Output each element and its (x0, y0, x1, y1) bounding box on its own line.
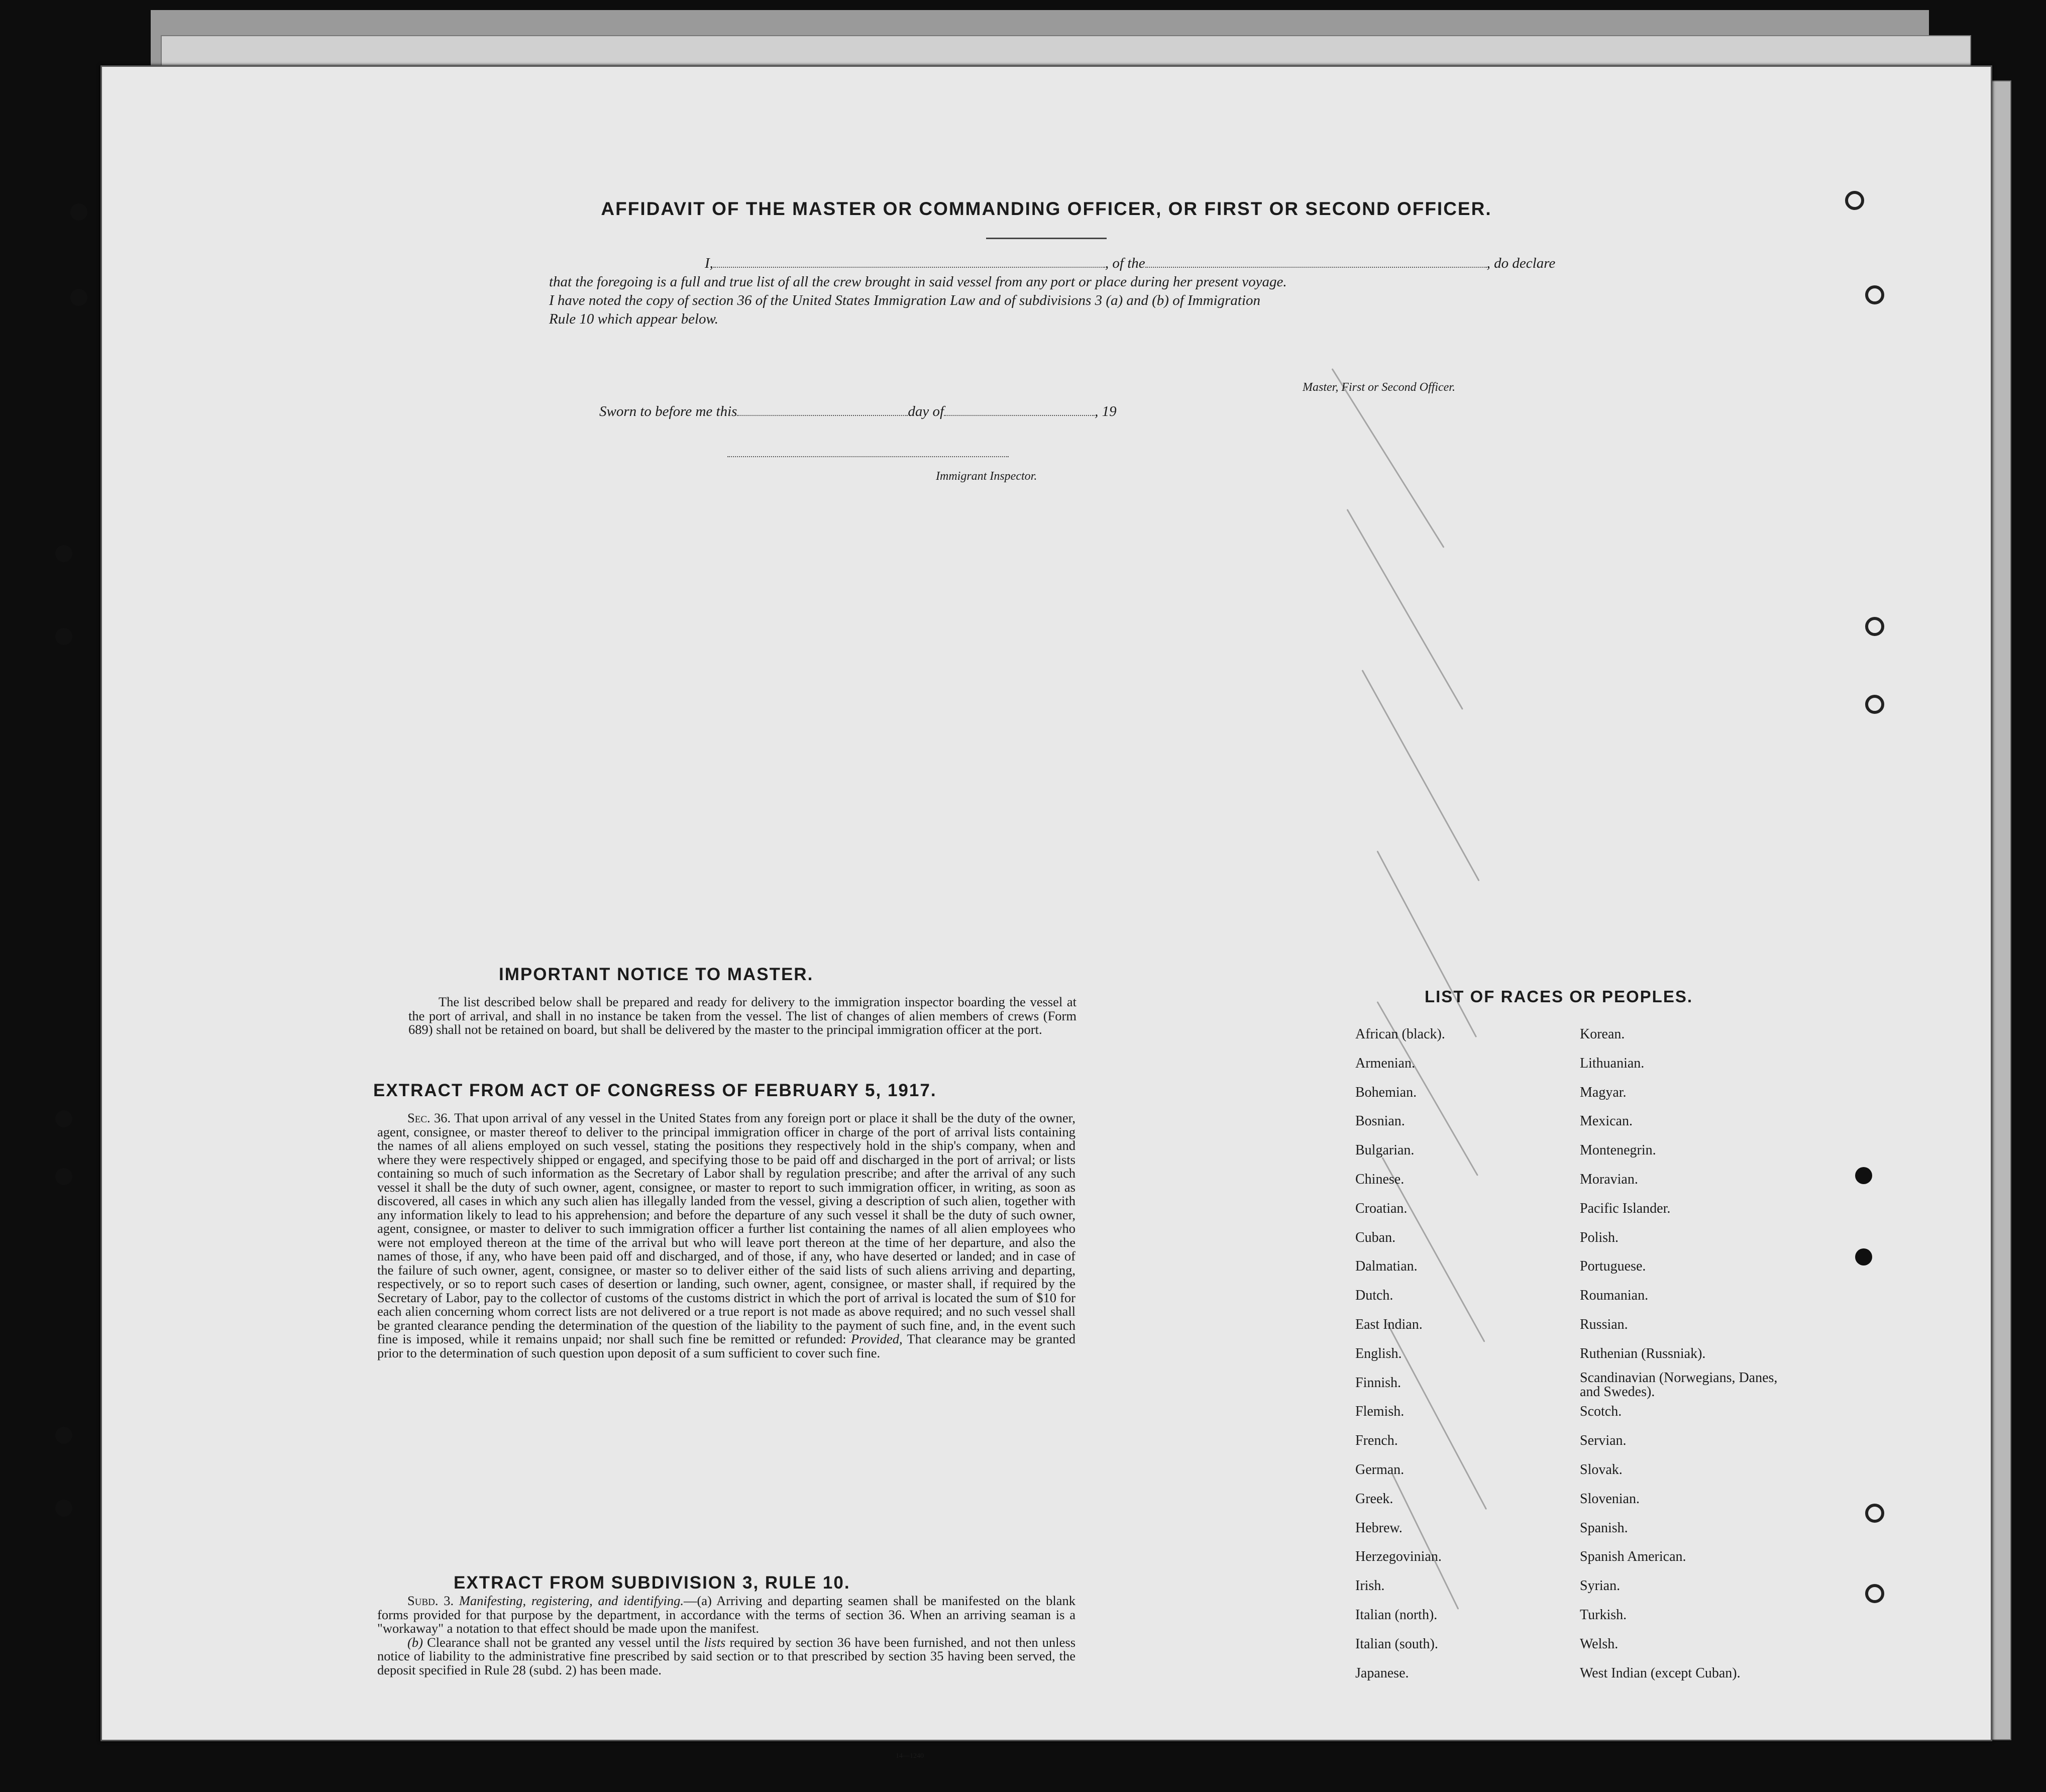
race-item: Portuguese. (1580, 1258, 1646, 1275)
subd-label: Subd. 3. (407, 1593, 454, 1608)
race-item: Scotch. (1580, 1404, 1622, 1420)
race-item: Turkish. (1580, 1607, 1627, 1623)
subdivision-text (377, 1594, 1075, 1677)
pen-stroke (1331, 368, 1444, 548)
manifest-page (100, 65, 1992, 1760)
provided-word: Provided, (850, 1331, 903, 1346)
punch-hole-icon (1865, 285, 1884, 304)
subd-b-part2: required by section 36 have been furnished, and not then unless notice of liability to the administrative fine prescribed by said section or to that prescribed by section 35 having been served, the deposit specified in Rule 28 (subd. 2) has been made. (377, 1634, 1076, 1677)
signature-caption: Master, First or Second Officer. (1303, 381, 1455, 394)
punch-hole-icon (1865, 1504, 1884, 1523)
affidavit-title: AFFIDAVIT OF THE MASTER OR COMMANDING OFFICER, OR FIRST OR SECOND OFFICER. (601, 198, 1492, 219)
section-body: That upon arrival of any vessel in the United States from any foreign port or place it shall be the duty of the owner, agent, consignee, or master thereof to deliver to the principal immigration officer in charge of the port of arrival lists containing the names of all aliens employed on such vessel, stating the positions they respectively hold in the ship's company, when and where they were respectively shipped or engaged, and specifying those to be paid off and discharged in the port of arrival; or lists containing so much of such information as the Secretary of Labor shall by regulation prescribe; and after the arrival of any such vessel it shall be the duty of such owner, agent, consignee, or master to report to such immigration officer, in writing, as soon as discovered, all cases in which any such alien has illegally landed from the vessel, giving a description of such alien, together with any information likely to lead to his apprehension; and before the departure of any such vessel it shall be the duty of such owner, agent, consignee, or master to deliver to such immigration officer a further list containing the names of all alien employees who were not employed thereon at the time of the arrival but who will leave port thereon at the time of her departure, and also the names of those, if any, who have been paid off and discharged, and of those, if any, who have deserted or landed; and in case of the failure of such owner, agent, consignee, or master so to deliver either of the said lists of such aliens arriving and departing, respectively, or so to report such cases of desertion or landing, such owner, agent, consignee, or master shall, if required by the Secretary of Labor, pay to the collector of customs of the customs district in which the port of arrival is located the sum of $10 for each alien concerning whom correct lists are not delivered or a true report is not made as above required; and no such vessel shall be granted clearance pending the determination of the question of the liability to the payment of such fine, and, in the event such fine is imposed, while it remains unpaid; nor shall such fine be remitted or refunded: (377, 1110, 1075, 1346)
subd-heading: Manifesting, registering, and identifying. (459, 1593, 684, 1608)
race-item: Ruthenian (Russniak). (1580, 1345, 1706, 1361)
binder-hole-icon (55, 1168, 72, 1185)
affidavit-text-line: I have noted the copy of section 36 of the United States Immigration Law and of subdivisions 3 (a) and (b) of Immigration (549, 292, 1261, 308)
race-item: Welsh. (1580, 1636, 1619, 1652)
race-item: French. (1355, 1433, 1398, 1449)
race-item: Pacific Islander. (1580, 1200, 1671, 1216)
race-item: West Indian (except Cuban). (1580, 1665, 1741, 1681)
race-item: Hebrew. (1355, 1520, 1403, 1536)
race-item: Irish. (1355, 1578, 1385, 1594)
pen-stroke (1361, 670, 1479, 881)
affidavit-do-declare: , do declare (1486, 255, 1556, 271)
vessel-blank[interactable] (1145, 264, 1487, 268)
race-item: Dalmatian. (1355, 1258, 1418, 1275)
sworn-day-of: day of (908, 403, 944, 419)
race-item: Scandinavian (Norwegians, Danes, and Swedes). (1580, 1369, 1778, 1400)
races-title: LIST OF RACES OR PEOPLES. (1424, 987, 1693, 1006)
race-item: Finnish. (1355, 1375, 1402, 1391)
race-item: Bosnian. (1355, 1113, 1405, 1129)
section-36-text (377, 1111, 1075, 1360)
binder-hole-icon (55, 1427, 72, 1444)
races-left-column (1355, 1026, 1445, 1694)
race-item: Mexican. (1580, 1113, 1633, 1129)
day-blank[interactable] (737, 412, 908, 416)
race-item: Japanese. (1355, 1665, 1409, 1681)
race-item: Armenian. (1355, 1055, 1415, 1071)
binder-hole-icon (55, 1110, 72, 1127)
rule-title: EXTRACT FROM SUBDIVISION 3, RULE 10. (454, 1573, 850, 1593)
subd-b-lists: lists (704, 1634, 726, 1650)
inspector-caption: Immigrant Inspector. (936, 470, 1037, 483)
subd-b-part1: Clearance shall not be granted any vessel until the (427, 1634, 700, 1650)
race-item: Bulgarian. (1355, 1142, 1415, 1158)
section-label: Sec. 36. (407, 1110, 451, 1125)
race-item: Lithuanian. (1580, 1055, 1645, 1071)
race-item: African (black). (1355, 1026, 1445, 1042)
name-blank[interactable] (713, 264, 1105, 268)
subd-b-label: (b) (407, 1634, 423, 1650)
binder-hole-icon (55, 545, 72, 562)
punch-hole-icon (1855, 1248, 1872, 1266)
race-item: Servian. (1580, 1433, 1627, 1449)
binder-hole-icon (70, 203, 87, 221)
race-item: English. (1355, 1345, 1402, 1361)
race-item: Roumanian. (1580, 1288, 1649, 1304)
binder-hole-icon (55, 628, 72, 645)
race-item: Montenegrin. (1580, 1142, 1656, 1158)
races-right-column (1580, 1026, 1791, 1694)
race-item: Spanish American. (1580, 1549, 1686, 1565)
punch-hole-icon (1865, 1584, 1884, 1603)
binder-hole-icon (70, 289, 87, 306)
race-item: Italian (north). (1355, 1607, 1438, 1623)
notice-title: IMPORTANT NOTICE TO MASTER. (499, 965, 814, 984)
punch-hole-icon (1865, 617, 1884, 636)
notice-body: The list described below shall be prepared and ready for delivery to the immigration inspector boarding the vessel at the port of arrival, and shall in no instance be taken from the vessel. The list of changes of alien members of crews (Form 689) shall not be retained on board, but shall be delivered by the master to the principal immigration officer at the port. (408, 994, 1076, 1037)
binder-hole-icon (55, 1500, 72, 1517)
race-item: Moravian. (1580, 1171, 1638, 1187)
race-item: Magyar. (1580, 1084, 1627, 1100)
sworn-year: , 19 (1095, 403, 1117, 419)
race-item: Spanish. (1580, 1520, 1628, 1536)
race-item: Slovenian. (1580, 1491, 1640, 1507)
sworn-prefix: Sworn to before me this (599, 403, 737, 419)
affidavit-i: I, (705, 255, 713, 271)
race-item: Dutch. (1355, 1288, 1393, 1304)
pen-stroke (1376, 851, 1477, 1037)
title-underline (986, 238, 1107, 239)
section-body-end: That clearance may be granted prior to the determination of such question upon deposit of a sum sufficient to cover such fine. (377, 1331, 1076, 1360)
race-item: Flemish. (1355, 1404, 1405, 1420)
notice-text (408, 995, 1076, 1037)
race-item: Italian (south). (1355, 1636, 1438, 1652)
race-item: Chinese. (1355, 1171, 1405, 1187)
form-number: 14—1240 (896, 1752, 924, 1760)
sworn-line (599, 403, 1117, 420)
race-item: East Indian. (1355, 1316, 1423, 1332)
punch-hole-icon (1855, 1167, 1872, 1184)
affidavit-text-line: Rule 10 which appear below. (549, 311, 718, 327)
punch-hole-icon (1865, 695, 1884, 714)
race-item: Croatian. (1355, 1200, 1408, 1216)
inspector-signature-blank[interactable] (727, 456, 1009, 457)
act-title: EXTRACT FROM ACT OF CONGRESS OF FEBRUARY 5, 1917. (373, 1081, 937, 1100)
affidavit-declaration-line (549, 255, 1654, 272)
race-item: Herzegovinian. (1355, 1549, 1442, 1565)
race-item: Korean. (1580, 1026, 1625, 1042)
race-item: Syrian. (1580, 1578, 1621, 1594)
month-blank[interactable] (944, 412, 1095, 416)
race-item: Polish. (1580, 1229, 1619, 1245)
race-item: Russian. (1580, 1316, 1628, 1332)
affidavit-of-the: , of the (1105, 255, 1145, 271)
race-item: Greek. (1355, 1491, 1393, 1507)
race-item: German. (1355, 1461, 1405, 1478)
affidavit-text-line: that the foregoing is a full and true list of all the crew brought in said vessel from any port or place during her present voyage. (549, 274, 1287, 290)
subd-para-a: —(a) Arriving and departing seamen shall be manifested on the blank forms provided for that purpose by the department, in accordance with the terms of section 36. When an arriving seaman is a "workaway" a notation to that effect should be made upon the manifest. (377, 1593, 1075, 1636)
pen-stroke (1346, 509, 1463, 710)
race-item: Slovak. (1580, 1461, 1623, 1478)
race-item: Bohemian. (1355, 1084, 1417, 1100)
race-item: Cuban. (1355, 1229, 1396, 1245)
